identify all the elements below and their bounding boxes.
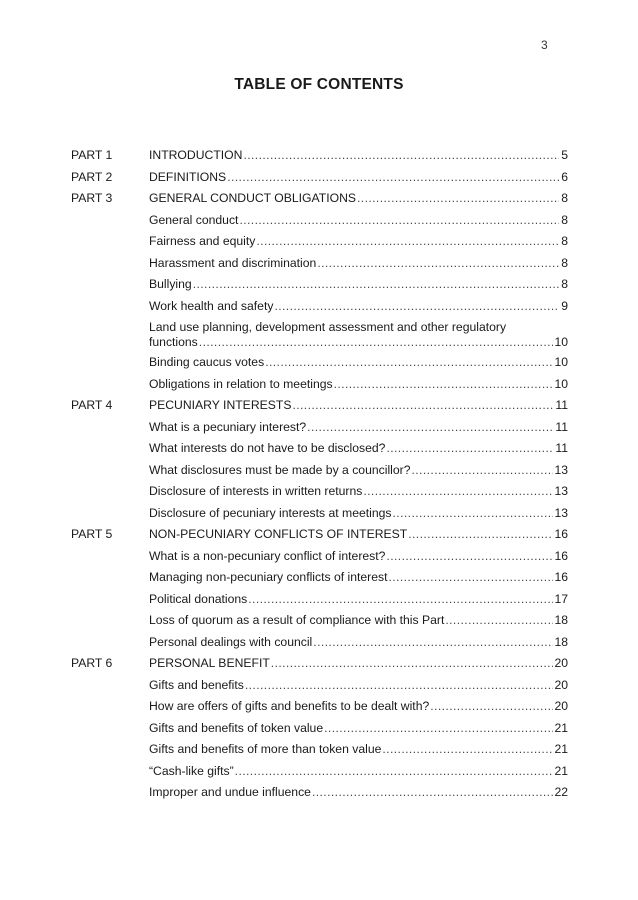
toc-page-number: 18	[554, 613, 568, 627]
toc-entry-text: What disclosures must be made by a councillor?	[149, 462, 411, 477]
toc-row	[0, 632, 638, 654]
dot-leader	[430, 696, 553, 718]
toc-entry[interactable]	[149, 167, 568, 189]
toc-row	[0, 395, 638, 417]
toc-row	[0, 718, 638, 740]
toc-entry-line	[149, 296, 568, 318]
toc-entry-line	[149, 374, 568, 396]
dot-leader	[239, 210, 559, 232]
dot-leader	[382, 739, 553, 761]
toc-entry-line	[149, 524, 568, 546]
dot-leader	[363, 481, 553, 503]
dot-leader	[324, 718, 553, 740]
toc-entry-text: Work health and safety	[149, 298, 274, 313]
dot-leader	[193, 274, 559, 296]
toc-entry[interactable]	[149, 274, 568, 296]
part-label: PART 1	[71, 148, 113, 162]
toc-row	[0, 296, 638, 318]
toc-row	[0, 188, 638, 210]
toc-row	[0, 481, 638, 503]
toc-page-number: 20	[554, 677, 568, 692]
toc-row	[0, 696, 638, 718]
toc-entry-line	[149, 210, 568, 232]
toc-entry-text: Disclosure of pecuniary interests at meetings	[149, 505, 392, 520]
toc-row	[0, 460, 638, 482]
toc-page-number: 21	[554, 720, 568, 735]
toc-row	[0, 167, 638, 189]
toc-page-number: 8	[561, 234, 568, 248]
toc-row	[0, 524, 638, 546]
toc-entry-line	[149, 188, 568, 210]
toc-entry-text: How are offers of gifts and benefits to be dealt with?	[149, 699, 430, 713]
toc-entry-text: General conduct	[149, 212, 239, 227]
dot-leader	[334, 374, 554, 396]
toc-entry-line	[149, 567, 568, 589]
toc-entry-line	[149, 761, 568, 783]
toc-entry-text: NON-PECUNIARY CONFLICTS OF INTEREST	[149, 527, 408, 541]
toc-entry[interactable]	[149, 210, 568, 232]
toc-entry[interactable]	[149, 460, 568, 482]
toc-entry[interactable]	[149, 395, 568, 417]
toc-entry-text: DEFINITIONS	[149, 169, 227, 184]
toc-row	[0, 761, 638, 783]
toc-page-number: 11	[555, 441, 568, 455]
toc-entry[interactable]	[149, 739, 568, 761]
toc-row	[0, 739, 638, 761]
toc-entry[interactable]	[149, 567, 568, 589]
toc-entry-line	[149, 632, 568, 654]
toc-row	[0, 438, 638, 460]
toc-entry-text: Political donations	[149, 591, 248, 606]
toc-row	[0, 210, 638, 232]
toc-entry[interactable]	[149, 188, 568, 210]
toc-entry-line	[149, 438, 568, 460]
toc-row	[0, 610, 638, 632]
dot-leader	[199, 334, 554, 350]
dot-leader	[256, 231, 559, 253]
toc-entry[interactable]	[149, 546, 568, 568]
toc-entry-text: Gifts and benefits of more than token value	[149, 742, 382, 756]
dot-leader	[245, 675, 554, 697]
toc-entry-line	[149, 782, 568, 804]
toc-entry-line	[149, 417, 568, 439]
toc-entry[interactable]	[149, 610, 568, 632]
toc-entry-line	[149, 352, 568, 374]
toc-entry-text: functions	[149, 335, 198, 349]
toc-row	[0, 589, 638, 611]
toc-entry-text: Personal dealings with council	[149, 634, 313, 649]
toc-row	[0, 374, 638, 396]
toc-entry-line	[149, 653, 568, 675]
toc-entry-line	[149, 481, 568, 503]
toc-row	[0, 675, 638, 697]
toc-row	[0, 567, 638, 589]
toc-entry[interactable]	[149, 718, 568, 740]
toc-entry[interactable]	[149, 503, 568, 525]
toc-entry-text-line1: Land use planning, development assessment and other regulatory	[149, 320, 507, 334]
toc-row	[0, 253, 638, 275]
toc-entry[interactable]	[149, 481, 568, 503]
dot-leader	[411, 460, 553, 482]
toc-page-number: 10	[554, 335, 568, 349]
toc-row	[0, 231, 638, 253]
toc-entry-line	[149, 253, 568, 275]
toc-entry-text: Obligations in relation to meetings	[149, 376, 333, 391]
toc-page-number: 5	[561, 148, 568, 162]
toc-entry-text: Binding caucus votes	[149, 355, 265, 369]
toc-entry-text: Bullying	[149, 277, 192, 291]
dot-leader	[312, 782, 554, 804]
toc-entry[interactable]	[149, 231, 568, 253]
toc-page-number: 20	[554, 656, 568, 670]
toc-page-number: 8	[561, 212, 568, 227]
toc-entry-line	[149, 546, 568, 568]
toc-row	[0, 546, 638, 568]
dot-leader	[408, 524, 553, 546]
toc-entry[interactable]	[149, 653, 568, 675]
toc-entry-line	[149, 675, 568, 697]
toc-entry-line	[149, 610, 568, 632]
toc-page-number: 18	[554, 634, 568, 649]
toc-row	[0, 503, 638, 525]
dot-leader	[317, 253, 559, 275]
toc-page-number: 13	[554, 484, 568, 498]
toc-page-number: 16	[554, 527, 568, 541]
toc-page-number: 9	[561, 298, 568, 313]
dot-leader	[271, 653, 554, 675]
toc-page-number: 11	[555, 398, 568, 412]
toc-row	[0, 417, 638, 439]
toc-entry-text: Loss of quorum as a result of compliance with this Part	[149, 613, 445, 627]
dot-leader	[313, 632, 553, 654]
toc-page-number: 13	[554, 462, 568, 477]
toc-entry[interactable]	[149, 696, 568, 718]
toc-entry[interactable]	[149, 675, 568, 697]
toc-page-number: 13	[554, 505, 568, 520]
toc-entry[interactable]	[149, 782, 568, 804]
toc-row	[0, 782, 638, 804]
toc-page-number: 8	[561, 277, 568, 291]
toc-entry-line	[149, 460, 568, 482]
toc-page-number: 21	[554, 742, 568, 756]
toc-entry[interactable]	[149, 317, 568, 350]
dot-leader	[357, 188, 559, 210]
toc-page-number: 8	[561, 255, 568, 270]
toc-page-number: 17	[554, 591, 568, 606]
toc-entry-text: Disclosure of interests in written returns	[149, 484, 363, 498]
toc-entry-text: INTRODUCTION	[149, 148, 243, 162]
toc-entry[interactable]	[149, 589, 568, 611]
toc-entry-text: PERSONAL BENEFIT	[149, 656, 270, 670]
toc-row	[0, 274, 638, 296]
toc-entry-line	[149, 589, 568, 611]
dot-leader	[388, 567, 553, 589]
toc-entry-line	[149, 274, 568, 296]
part-label: PART 6	[71, 656, 113, 670]
toc-page-number: 20	[554, 699, 568, 713]
dot-leader	[235, 761, 554, 783]
toc-entry-text: Gifts and benefits	[149, 677, 244, 692]
toc-row	[0, 145, 638, 167]
dot-leader	[227, 167, 559, 189]
toc-entry-line	[149, 167, 568, 189]
toc-page-number: 6	[561, 169, 568, 184]
part-label: PART 3	[71, 191, 113, 205]
dot-leader	[274, 296, 559, 318]
toc-entry[interactable]	[149, 417, 568, 439]
toc-entry-text: GENERAL CONDUCT OBLIGATIONS	[149, 191, 356, 205]
toc-entry[interactable]	[149, 761, 568, 783]
toc-entry-text: Fairness and equity	[149, 234, 256, 248]
toc-entry-text: Managing non-pecuniary conflicts of interest	[149, 570, 388, 584]
toc-page-number: 22	[554, 785, 568, 799]
toc-entry[interactable]	[149, 438, 568, 460]
toc-entry[interactable]	[149, 352, 568, 374]
part-label: PART 4	[71, 398, 113, 412]
toc-entry-text: Improper and undue influence	[149, 785, 311, 799]
toc-entry[interactable]	[149, 632, 568, 654]
toc-entry-line	[149, 395, 568, 417]
page-number: 3	[541, 38, 548, 52]
toc-entry-line	[149, 718, 568, 740]
toc-entry[interactable]	[149, 145, 568, 167]
toc-page-number: 16	[554, 548, 568, 563]
dot-leader	[445, 610, 553, 632]
toc-entry-line	[149, 231, 568, 253]
dot-leader	[393, 503, 554, 525]
toc-entry[interactable]	[149, 253, 568, 275]
part-label: PART 5	[71, 527, 113, 541]
toc-row	[0, 352, 638, 374]
toc-page-number: 16	[554, 570, 568, 584]
table-of-contents	[0, 145, 638, 804]
toc-entry-line	[149, 696, 568, 718]
toc-entry-line	[149, 145, 568, 167]
dot-leader	[248, 589, 553, 611]
toc-entry-text: PECUNIARY INTERESTS	[149, 398, 292, 412]
toc-page-number: 21	[554, 763, 568, 778]
toc-page-number: 10	[554, 376, 568, 391]
toc-row	[0, 653, 638, 675]
toc-entry-text: What is a non-pecuniary conflict of interest?	[149, 548, 386, 563]
part-label: PART 2	[71, 169, 113, 184]
toc-entry[interactable]	[149, 374, 568, 396]
toc-row	[0, 317, 638, 352]
toc-entry-line	[149, 334, 568, 350]
toc-entry-text: What interests do not have to be disclosed?	[149, 441, 386, 455]
dot-leader	[243, 145, 559, 167]
toc-entry-text: Gifts and benefits of token value	[149, 720, 324, 735]
dot-leader	[307, 417, 554, 439]
toc-entry-text: “Cash-like gifts”	[149, 763, 234, 778]
toc-entry-text: Harassment and discrimination	[149, 255, 317, 270]
toc-page-number: 10	[554, 355, 568, 369]
dot-leader	[386, 438, 554, 460]
dot-leader	[265, 352, 553, 374]
toc-entry[interactable]	[149, 524, 568, 546]
toc-entry-line	[149, 503, 568, 525]
toc-entry[interactable]	[149, 296, 568, 318]
dot-leader	[386, 546, 553, 568]
toc-page-number: 11	[555, 419, 568, 434]
toc-entry-text: What is a pecuniary interest?	[149, 419, 307, 434]
toc-page-number: 8	[561, 191, 568, 205]
toc-entry-line	[149, 739, 568, 761]
dot-leader	[292, 395, 554, 417]
page-title: TABLE OF CONTENTS	[234, 76, 404, 93]
